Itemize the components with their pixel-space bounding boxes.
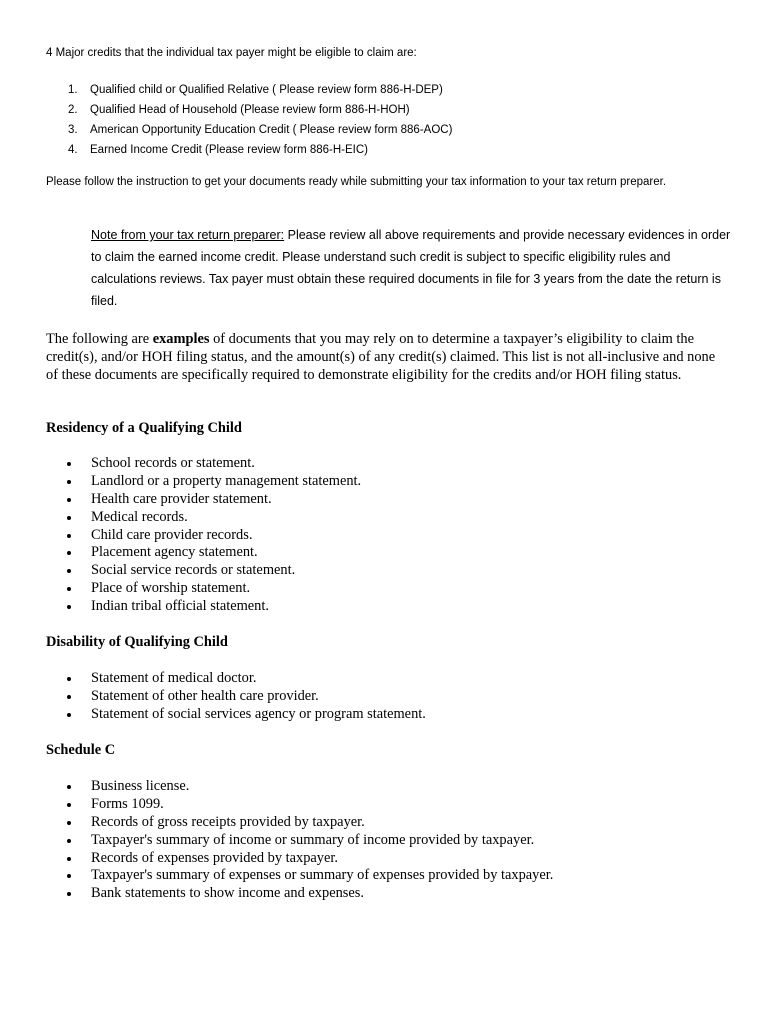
- instruction-text: Please follow the instruction to get your documents ready while submitting your tax information to your tax return preparer.: [46, 176, 667, 188]
- list-item: [46, 544, 726, 562]
- list-item: [46, 706, 726, 724]
- list-item-text: Place of worship statement.: [91, 580, 251, 597]
- section-heading-residency: Residency of a Qualifying Child: [46, 420, 242, 436]
- bullet-icon: [67, 803, 71, 807]
- examples-prefix: The following are: [46, 331, 153, 347]
- section-heading-schedule-c: Schedule C: [46, 742, 116, 758]
- bullet-icon: [67, 857, 71, 861]
- bullet-icon: [67, 821, 71, 825]
- disability-list: [46, 670, 726, 724]
- list-item: [46, 80, 726, 100]
- list-item-text: Forms 1099.: [91, 795, 164, 812]
- list-item-text: Qualified child or Qualified Relative ( Please review form 886-H-DEP): [90, 84, 443, 96]
- list-item-text: Statement of social services agency or program statement.: [91, 705, 426, 722]
- list-item: [46, 688, 726, 706]
- list-item: [46, 850, 726, 868]
- list-item-text: Placement agency statement.: [91, 544, 258, 561]
- section-heading-disability: Disability of Qualifying Child: [46, 634, 228, 650]
- bullet-icon: [67, 605, 71, 609]
- bullet-icon: [67, 587, 71, 591]
- schedule-c-list: [46, 778, 726, 903]
- examples-emphasis: examples: [152, 331, 210, 347]
- list-item: [46, 120, 726, 140]
- bullet-icon: [67, 839, 71, 843]
- list-number: 2.: [68, 104, 78, 116]
- list-item-text: Records of gross receipts provided by taxpayer.: [91, 813, 365, 830]
- bullet-icon: [67, 516, 71, 520]
- preparer-note: [91, 224, 731, 312]
- list-item: [46, 670, 726, 688]
- list-item: [46, 455, 726, 473]
- bullet-icon: [67, 695, 71, 699]
- intro-text: 4 Major credits that the individual tax payer might be eligible to claim are:: [46, 47, 417, 59]
- list-item: [46, 509, 726, 527]
- list-item-text: Records of expenses provided by taxpayer.: [91, 849, 338, 866]
- residency-list: [46, 455, 726, 616]
- bullet-icon: [67, 569, 71, 573]
- bullet-icon: [67, 498, 71, 502]
- list-item-text: Bank statements to show income and expenses.: [91, 885, 364, 902]
- list-item: [46, 491, 726, 509]
- bullet-icon: [67, 892, 71, 896]
- list-item-text: Qualified Head of Household (Please review form 886-H-HOH): [90, 104, 410, 116]
- list-item-text: Medical records.: [91, 508, 188, 525]
- note-body: Please review all above requirements and provide necessary evidences in order to claim the earned income credit. Please understand such credit is subject to specific eligibility rules and calculations reviews. Tax payer must obtain these required documents in file for 3 years from the date the return is filed.: [91, 228, 731, 308]
- list-item: [46, 527, 726, 545]
- list-item: [46, 796, 726, 814]
- list-item-text: Social service records or statement.: [91, 562, 296, 579]
- list-item: [46, 580, 726, 598]
- list-item: [46, 562, 726, 580]
- bullet-icon: [67, 534, 71, 538]
- list-item: [46, 140, 726, 160]
- bullet-icon: [67, 785, 71, 789]
- list-item-text: Indian tribal official statement.: [91, 598, 269, 615]
- list-item: [46, 598, 726, 616]
- list-item-text: Taxpayer's summary of income or summary of income provided by taxpayer.: [91, 831, 535, 848]
- credits-list: [46, 80, 726, 160]
- bullet-icon: [67, 480, 71, 484]
- note-label: Note from your tax return preparer:: [91, 228, 285, 242]
- list-item: [46, 885, 726, 903]
- examples-suffix: of documents that you may rely on to determine a taxpayer’s eligibility to claim the credit(s), and/or HOH filing status, and the amount(s) of any credit(s) claimed. This list is not all-inclusive and none of these documents are specifically required to demonstrate eligibility for the credits and/or HOH filing status.: [46, 331, 716, 383]
- list-item: [46, 814, 726, 832]
- list-item: [46, 100, 726, 120]
- list-item-text: Earned Income Credit (Please review form 886-H-EIC): [90, 144, 369, 156]
- list-item: [46, 867, 726, 885]
- list-item-text: Landlord or a property management statement.: [91, 472, 362, 489]
- list-item: [46, 778, 726, 796]
- list-item-text: Business license.: [91, 778, 190, 794]
- list-item-text: Statement of other health care provider.: [91, 687, 319, 704]
- list-number: 4.: [68, 144, 78, 156]
- bullet-icon: [67, 874, 71, 878]
- examples-paragraph: [46, 330, 726, 384]
- bullet-icon: [67, 462, 71, 466]
- list-item-text: Statement of medical doctor.: [91, 670, 257, 686]
- list-number: 3.: [68, 124, 78, 136]
- list-item-text: Taxpayer's summary of expenses or summary of expenses provided by taxpayer.: [91, 867, 554, 884]
- bullet-icon: [67, 677, 71, 681]
- list-number: 1.: [68, 84, 78, 96]
- list-item-text: Health care provider statement.: [91, 490, 272, 507]
- bullet-icon: [67, 551, 71, 555]
- list-item-text: Child care provider records.: [91, 526, 253, 543]
- list-item-text: American Opportunity Education Credit ( Please review form 886-AOC): [90, 124, 453, 136]
- list-item: [46, 473, 726, 491]
- list-item: [46, 832, 726, 850]
- bullet-icon: [67, 713, 71, 717]
- list-item-text: School records or statement.: [91, 455, 255, 471]
